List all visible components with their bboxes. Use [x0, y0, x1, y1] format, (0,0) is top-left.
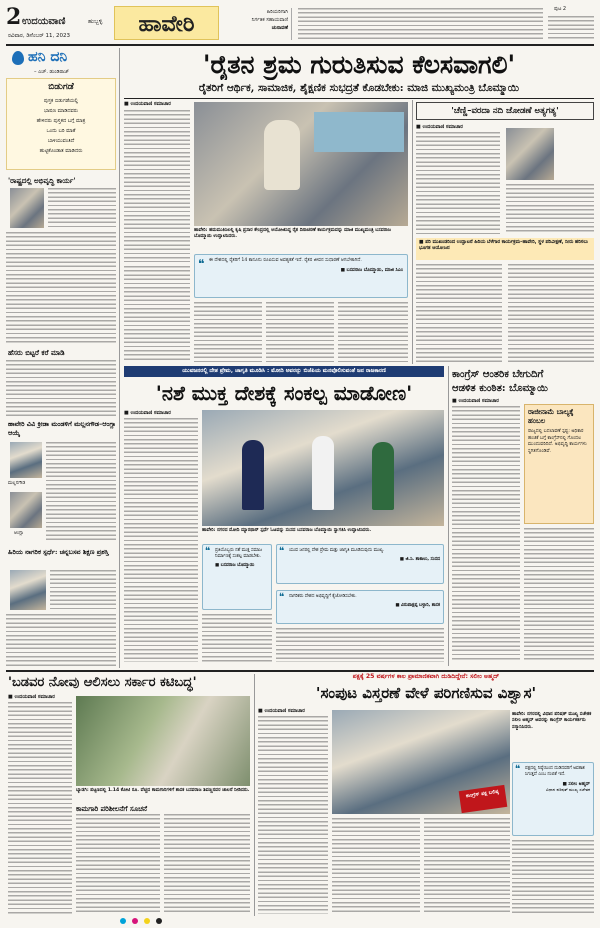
mid-photo-runner-1: [242, 440, 264, 510]
header-mid-line-3: ಚುನಾವಣೆ: [271, 25, 288, 31]
section-title: ಹಾವೇರಿ: [138, 11, 195, 37]
header-mid-line-1: ಹಿರಿಯರಿಗಾಗಿ: [266, 9, 288, 15]
portrait-mallanagouda: [10, 442, 42, 478]
bottom-right-quote: [512, 762, 594, 836]
right-mid-text-2: [524, 528, 594, 662]
poem-title: ಬಿಡುಗಡೆ: [48, 82, 74, 92]
page-tag: ಪುಟ 2: [554, 6, 567, 12]
bottom-left-text-2: [76, 814, 160, 914]
bottom-left-byline: ■ ಉದಯವಾಣಿ ಸಮಾಚಾರ: [8, 694, 55, 700]
bottom-right-text-3: [424, 818, 510, 914]
bottom-right-kicker: ಪಕ್ಷಕ್ಕೆ 25 ವರ್ಷಗಳ ಕಾಲ ಪ್ರಾಮಾಣಿಕವಾಗಿ ದುಡಿದಿದ್ದೇನೆ: ಸಲೀಂ ಅಹ್ಮದ್: [352, 673, 500, 680]
lead-quote-box: [194, 254, 408, 298]
bottom-left-photo-caption: ಬ್ಯಾಡಗಿ: ಪಟ್ಟಣದಲ್ಲಿ 1.14 ಕೋಟಿ ರೂ. ವೆಚ್ಚದ ಕಾಮಗಾರಿಗಳಿಗೆ ಶಾಸಕ ಬಸವರಾಜ ಶಿವಣ್ಣನವರ ಚಾಲನೆ ನೀಡಿದರು.: [76, 788, 250, 793]
page-number: 2: [6, 4, 22, 30]
lead-text-col-4: [338, 302, 408, 362]
right-top-text-2: [506, 184, 594, 234]
story-3-title: ಹಾವೇರಿ ವಿವಿ ಕ್ರೀಡಾ ಮಂಡಳಿಗೆ ಮಲ್ಲನಗೌಡ–ಆಂಗ್ಲಾ ಆಯ್ಕೆ: [8, 420, 116, 437]
header-mid-line-2: ನಿರ್ಗತಿಕ ಸಹಾಯವಾಣಿ: [251, 17, 288, 23]
quote-icon: ❝: [279, 592, 285, 603]
bottom-right-quote-author: ■ ಸಲೀಂ ಅಹ್ಮದ್: [562, 782, 590, 788]
mid-banner: [124, 366, 444, 377]
column-divider: [119, 48, 120, 668]
bottom-left-subhead: ಕಾಮಗಾರಿ ಪರಿಶೀಲನೆಗೆ ಸೂಚನೆ: [76, 804, 148, 813]
lead-subhead: ರೈತರಿಗೆ ಆರ್ಥಿಕ, ಸಾಮಾಜಿಕ, ಶೈಕ್ಷಣಿಕ ಸುಭದ್ರತೆ ಕೊಡಬೇಕು: ಮಾಜಿ ಮುಖ್ಯಮಂತ್ರಿ ಬೊಮ್ಮಾಯಿ: [198, 82, 520, 94]
story-2-text: [6, 360, 116, 416]
mid-quote-3-author: ■ ವಿರುಪಾಕ್ಷಪ್ಪ ಬಳ್ಳಾರಿ, ಶಾಸಕ: [395, 603, 440, 609]
mid-quote-1-text: ಪ್ರತಿಯೊಬ್ಬರು ನಶೆ ಮುಕ್ತ ಸಮಾಜ ನಿರ್ಮಾಣಕ್ಕೆ ಸಂಕಲ್ಪ ಮಾಡಬೇಕು.: [215, 548, 262, 560]
poem-box: [6, 78, 116, 170]
bottom-right-quote-text: ಪಕ್ಷದಲ್ಲಿ ನಿಷ್ಠೆಯಿಂದ ದುಡಿದವರಿಗೆ ಅವಕಾಶ ಸಿಗುತ್ತದೆ ಎಂಬ ನಂಬಿಕೆ ಇದೆ.: [525, 766, 585, 778]
right-mid-headline-1: ಕಾಂಗ್ರೆಸ್ ಆಂತರಿಕ ಬೇಗುದಿಗೆ: [452, 369, 544, 380]
quote-icon: ❝: [515, 764, 521, 775]
bottom-left-text-3: [164, 814, 250, 914]
quote-icon: ❝: [205, 546, 211, 557]
reg-mark-cyan: [120, 918, 126, 924]
right-top-title: 'ಚೆಣ್ಣಿ–ವರದಾ ನದಿ ಜೋಡಣೆ ಅತ್ಯಗತ್ಯ': [451, 106, 559, 116]
lead-text-col-1-cont: [124, 266, 190, 362]
lead-byline: ■ ಉದಯವಾಣಿ ಸಮಾಚಾರ: [124, 101, 171, 107]
masthead: [6, 6, 594, 44]
header-notice-text: [298, 8, 543, 40]
mid-byline: ■ ಉದಯವಾಣಿ ಸಮಾಚಾರ: [124, 410, 171, 416]
edition: ಹುಬ್ಬಳ್ಳಿ: [88, 18, 103, 25]
right-top-highlight: [416, 238, 594, 260]
story-4-title: ಹಿರಿಯ ನಾಗರಿಕ ಸ್ಪರ್ಧೆ: ಚನ್ನಬಸವ ಶಿಕ್ಷಣ ಪ್ರಶಸ್ತಿ: [8, 548, 109, 556]
mid-quote-1: [202, 544, 272, 610]
right-mid-text-1: [452, 406, 520, 662]
lead-photo-caption: ಹಾವೇರಿ: ಹಮಮುತಿಸಿಲಲ್ಲಿ ಕೃಷಿ ಪ್ರಸಾರ ಕೇಂದ್ರದಲ್ಲಿ ಆಯೋಜಿಸಿದ್ದ ರೈತ ದಿನಾಚರಣೆ ಕಾರ್ಯಕ್ರಮವನ್ನು ಮಾಜಿ ಮುಖ್ಯಮಂತ್ರಿ ಬಸವರಾಜ ಬೊಮ್ಮಾಯಿ ಉದ್ಘಾಟಿಸಿದರು.: [194, 228, 391, 240]
right-top-portrait: [506, 128, 554, 180]
lead-text-col-1: [124, 110, 190, 262]
right-top-title-box: [416, 102, 594, 120]
reg-mark-black: [156, 918, 162, 924]
reg-mark-magenta: [132, 918, 138, 924]
mid-photo-runner-2: [312, 436, 334, 510]
mid-quote-2-author: ■ ಜಿ.ಸಿ. ಶಾಕಾಲು, ಸಂಸದ: [399, 557, 440, 563]
poem-line: ಭಾಷಣ ಮಾಡಿದವರು: [43, 108, 79, 114]
poem-line: ಹುಟ್ಟಿಕೊಂಡಾತ ಮಾಡಿದರು: [39, 148, 83, 154]
lead-photo: [194, 102, 408, 226]
mid-banner-text: ಯುವಜನರಲ್ಲಿ ದೇಶ ಪ್ರೇಮ, ಜಾಗೃತಿ ಮೂಡಿಸಿ : ಮೋದಿ ಅವರನ್ನು ಬಿಜೆಪಿಯ ಮನವೊಲಿಸುವಂತೆ ಜನ ರಾಜಕಾರಣಿ: [182, 368, 386, 374]
quote-icon: ❝: [279, 546, 285, 557]
lead-photo-banner: [314, 112, 404, 152]
right-mid-sidebar: [524, 404, 594, 524]
story-1-title: 'ರಾಷ್ಟ್ರದಲ್ಲಿ ಅಭಿವೃದ್ಧಿ ಕಾರ್ಯ': [8, 176, 76, 185]
story-2-title: ಹೆಸರು ಬಿಟ್ಟರೆ ಕರೆ ಮಾಡಿ: [8, 348, 65, 357]
reg-mark-yellow: [144, 918, 150, 924]
bottom-right-headline: 'ಸಂಪುಟ ವಿಸ್ತರಣೆ ವೇಳೆ ಪರಿಗಣಿಸುವ ವಿಶ್ವಾಸ': [315, 684, 537, 702]
brand-name: ಉದಯವಾಣಿ: [22, 16, 66, 27]
mid-text-col-2: [202, 614, 272, 662]
lead-text-col-2: [194, 302, 262, 362]
drop-icon: [12, 51, 24, 65]
lead-photo-figure: [264, 120, 300, 190]
mid-photo-caption: ಹಾವೇರಿ: ನಗರದ ಮೋದಿ ಮ್ಯಾರಥಾನ್ ಸ್ಪರ್ಧೆ ಓಟವನ್ನು ಸಂಸದ ಬಸವರಾಜ ಬೊಮ್ಮಾಯಿ ಸ್ವಾಗತಿಸಿ ಉದ್ಘಾಟಿಸಿದರು.: [202, 528, 372, 533]
mid-text-col-3: [276, 628, 444, 662]
story-1-text: [48, 188, 116, 228]
date-line: ರವಿವಾರ, ಡಿಸೆಂಬರ್ 11, 2023: [8, 33, 71, 39]
mid-quote-1-author: ■ ಬಸವರಾಜ ಬೊಮ್ಮಾಯಿ: [215, 563, 255, 569]
lead-quote: ಈ ದೇಶದಲ್ಲಿ ರೈತರಿಗೆ 14 ಕಾನೂನು ರೂಪಿಸುವ ಅವಶ್ಯಕತೆ ಇದೆ. ರೈತರ ಜೀವನ ಸುಧಾರಣೆ ಆಗಬೇಕಾಗಿದೆ.: [209, 258, 362, 263]
bottom-right-photo-label-text: ಕಾಂಗ್ರೆಸ್ ಪಕ್ಷ ಬಲಿಷ್ಠ: [465, 788, 500, 800]
right-mid-headline-2: ಆಡಳಿತ ಕುಂಠಿತ: ಬೊಮ್ಮಾಯಿ: [452, 383, 548, 394]
lead-headline: 'ರೈತನ ಶ್ರಮ ಗುರುತಿಸುವ ಕೆಲಸವಾಗಲಿ': [202, 50, 516, 79]
mid-photo: [202, 410, 444, 526]
right-top-text-4: [508, 264, 594, 362]
story-1-text-cont: [6, 232, 116, 344]
bottom-left-text-1: [8, 702, 72, 914]
bottom-right-text-2: [332, 818, 420, 914]
header-mid-block: [224, 8, 292, 40]
lead-rule: [124, 98, 594, 99]
story-3-text: [46, 442, 116, 542]
bottom-right-photo: [332, 710, 510, 814]
portrait-caption-1: ಮಲ್ಲನಗೌಡ: [8, 481, 26, 486]
right-mid-sidebar-text: ರಾಜ್ಯದಲ್ಲಿ ಬದಲಾವಣೆ ಸ್ಪಷ್ಟ: ಅಧಿಕಾರ ಹಂಚಿಕೆ ಬಗ್ಗೆ ಕಾಂಗ್ರೆಸ್‌ನಲ್ಲಿ ಗೊಂದಲ ಮುಂದುವರಿದಿದೆ. ಅಭಿವೃದ್ಧಿ ಕಾರ್ಯಗಳು ಸ್ಥಗಿತಗೊಂಡಿವೆ.: [528, 429, 587, 454]
print-registration-marks: [120, 918, 480, 924]
right-top-divider: [412, 100, 413, 364]
right-mid-sidebar-title: ರಾಜೀನಾಮೆ ಬಾಲ್ಯಕ್ಕೆ ಹಂಬಲ: [528, 408, 574, 425]
quote-icon: ❝: [198, 257, 205, 271]
poem-line: ಹೇಳಿದರು ಪುಸ್ತಕದ ಬಗ್ಗೆ ಮಾತ್ರ: [36, 118, 86, 124]
bottom-right-quote-role: ವಿಧಾನ ಪರಿಷತ್ ಮುಖ್ಯ ಸಚೇತಕ: [545, 787, 590, 793]
left-column: [6, 48, 116, 668]
mid-quote-2: [276, 544, 444, 584]
bottom-right-photo-label: [459, 785, 508, 813]
mid-quote-3-text: ನಾಗರಿಕರು ದೇಶದ ಅಭಿವೃದ್ಧಿಗೆ ಕೈಜೋಡಿಸಬೇಕು.: [289, 594, 357, 599]
bottom-rule: [6, 670, 594, 672]
story-4-photo: [10, 570, 46, 610]
hani-dani-author: – ಎಚ್. ಡುಂಡಿರಾಜ್: [34, 69, 70, 75]
right-mid-byline: ■ ಉದಯವಾಣಿ ಸಮಾಚಾರ: [452, 398, 499, 404]
bottom-left-headline: 'ಬಡವರ ನೋವು ಆಲಿಸಲು ಸರ್ಕಾರ ಕಟಿಬದ್ಧ': [8, 675, 197, 690]
story-4-text: [50, 570, 116, 610]
right-top-highlight-text: ■ ಪರಿ ಮುಖಂಡರಿಂದ ಉದ್ಘಾಟನೆ ಹಿರಿಯ ಬೆಳೆಗಾರ ಕಾರ್ಯಕ್ರಮ–ಹಾವೇರಿ, ಸ್ಥಳ ಪರಿವೀಕ್ಷಣೆ, ನೀರು ಹರಿಸಲು ಭೂಗತ ಆಯೋಜನ: [419, 240, 588, 251]
poem-line: ಒಂದು ಬರಿ ಮಾತೆ: [46, 128, 76, 134]
hani-dani-logo: [6, 48, 116, 68]
header-notice-text-2: [548, 16, 594, 40]
bottom-right-byline: ■ ಉದಯವಾಣಿ ಸಮಾಚಾರ: [258, 708, 305, 714]
section-title-box: [114, 6, 219, 40]
right-top-text-3: [416, 264, 502, 362]
bottom-right-text-1: [258, 716, 328, 914]
mid-quote-2-text: ಯುವ ಜನರಲ್ಲಿ ದೇಶ ಪ್ರೇಮ ಮತ್ತು ಜಾಗೃತಿ ಮೂಡಿಸುವುದು ಮುಖ್ಯ.: [289, 548, 385, 553]
bottom-divider: [254, 674, 255, 916]
mid-quote-3: [276, 590, 444, 624]
story-4-text-cont: [6, 614, 116, 666]
bottom-right-text-4: [512, 840, 594, 914]
header-rule: [6, 44, 594, 46]
right-mid-divider: [448, 366, 449, 666]
hani-dani-title: ಹನಿ ದನಿ: [28, 49, 68, 65]
poem-line: ಪುಸ್ತಕ ಬಿಡುಗಡೆಯಲ್ಲಿ: [43, 98, 79, 104]
portrait-caption-2: ಆಂಗ್ಲಾ: [14, 531, 24, 536]
poem-line: ಬಾಳಿಯುವಂತಿದೆ: [47, 138, 75, 144]
mid-text-col-1: [124, 418, 198, 662]
lead-text-col-3: [266, 302, 334, 362]
right-top-text-1: [416, 132, 500, 234]
right-top-byline: ■ ಉದಯವಾಣಿ ಸಮಾಚಾರ: [416, 124, 463, 130]
bottom-left-photo: [76, 696, 250, 786]
portrait-angla: [10, 492, 42, 528]
lead-quote-author: ■ ಬಸವರಾಜ ಬೊಮ್ಮಾಯಿ, ಮಾಜಿ ಸಿಎಂ: [340, 267, 403, 273]
story-1-portrait: [10, 188, 44, 228]
mid-headline: 'ನಶೆ ಮುಕ್ತ ದೇಶಕ್ಕೆ ಸಂಕಲ್ಪ ಮಾಡೋಣ': [155, 381, 413, 405]
mid-photo-runner-3: [372, 442, 394, 510]
bottom-right-photo-caption: ಹಾವೇರಿ: ನಗರದಲ್ಲಿ ವಿಧಾನ ಪರಿಷತ್ ಮುಖ್ಯ ಸಚೇತಕ ಸಲೀಂ ಅಹ್ಮದ್ ಅವರನ್ನು ಕಾಂಗ್ರೆಸ್ ಕಾರ್ಯಕರ್ತರು ಸನ್ಮಾನಿಸಿದರು.: [512, 712, 592, 730]
